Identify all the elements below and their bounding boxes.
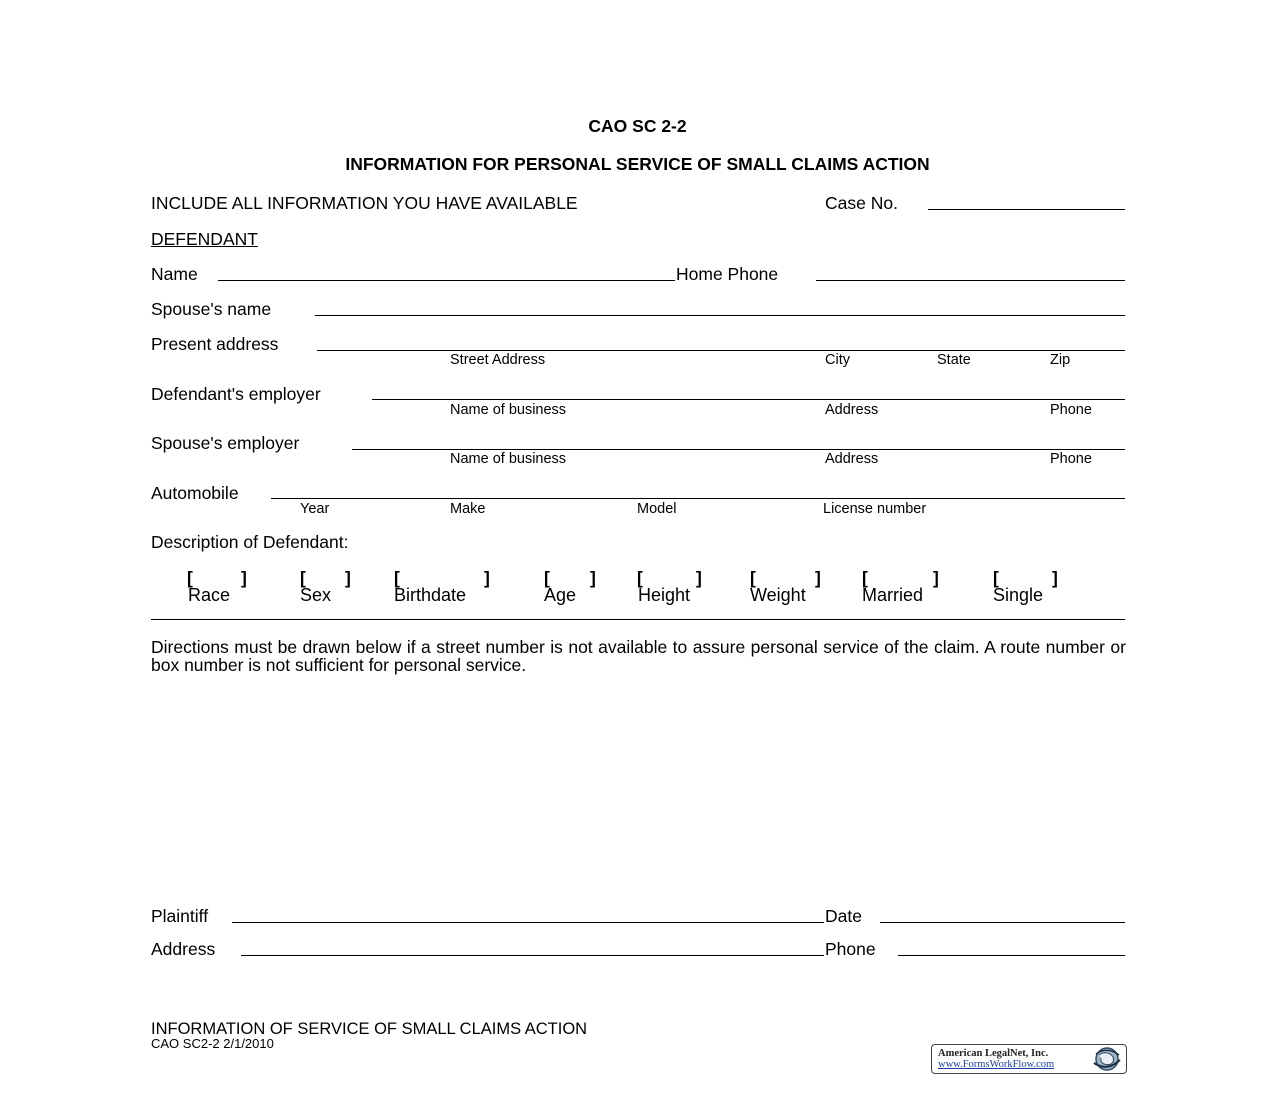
present-address-label: Present address — [151, 334, 279, 354]
present-address-field[interactable] — [317, 350, 1125, 351]
single-bracket-close[interactable]: ] — [1052, 568, 1058, 588]
spouse-name-label: Spouse's name — [151, 299, 272, 319]
date-label: Date — [825, 906, 862, 926]
american-legalnet-logo — [931, 1044, 1127, 1074]
race-bracket-open[interactable]: [ — [187, 568, 193, 588]
sublabel-street-address: Street Address — [450, 352, 546, 368]
directions-drawing-area[interactable] — [151, 684, 1125, 899]
section-divider — [151, 619, 1125, 620]
plaintiff-phone-field[interactable] — [898, 955, 1125, 956]
sublabel-spouse-business-name: Name of business — [450, 451, 567, 467]
race-label: Race — [188, 585, 231, 605]
sublabel-license-number: License number — [823, 501, 927, 517]
age-label: Age — [544, 585, 577, 605]
sex-bracket-open[interactable]: [ — [300, 568, 306, 588]
directions-text: Directions must be drawn below if a street number is not available to assure personal service of the claim. A route number or box number is not sufficient for personal service. — [151, 637, 1126, 675]
plaintiff-address-label: Address — [151, 939, 216, 959]
sublabel-business-address: Address — [825, 402, 879, 418]
plaintiff-address-field[interactable] — [241, 955, 824, 956]
section-heading-defendant: DEFENDANT — [151, 229, 258, 249]
footer-code: CAO SC2-2 2/1/2010 — [151, 1036, 274, 1051]
birthdate-bracket-open[interactable]: [ — [394, 568, 400, 588]
plaintiff-label: Plaintiff — [151, 906, 209, 926]
married-label: Married — [862, 585, 924, 605]
sublabel-zip: Zip — [1050, 352, 1071, 368]
name-label: Name — [151, 264, 198, 284]
plaintiff-phone-label: Phone — [825, 939, 876, 959]
weight-label: Weight — [750, 585, 806, 605]
sublabel-spouse-business-address: Address — [825, 451, 879, 467]
spouse-employer-label: Spouse's employer — [151, 433, 300, 453]
logo-url-link[interactable]: www.FormsWorkFlow.com — [938, 1059, 1055, 1070]
height-bracket-close[interactable]: ] — [696, 568, 702, 588]
description-heading: Description of Defendant: — [151, 532, 349, 552]
defendant-employer-label: Defendant's employer — [151, 384, 321, 404]
birthdate-bracket-close[interactable]: ] — [484, 568, 490, 588]
sublabel-year: Year — [300, 501, 330, 517]
automobile-label: Automobile — [151, 483, 239, 503]
age-bracket-close[interactable]: ] — [590, 568, 596, 588]
logo-company-name: American LegalNet, Inc. — [938, 1048, 1049, 1059]
case-no-label: Case No. — [825, 193, 898, 213]
footer-title: INFORMATION OF SERVICE OF SMALL CLAIMS ACTION — [151, 1020, 588, 1038]
sublabel-make: Make — [450, 501, 486, 517]
sublabel-model: Model — [637, 501, 677, 517]
spouse-name-field[interactable] — [315, 315, 1125, 316]
name-field[interactable] — [218, 280, 675, 281]
sublabel-city: City — [825, 352, 850, 368]
birthdate-label: Birthdate — [394, 585, 467, 605]
race-bracket-close[interactable]: ] — [241, 568, 247, 588]
weight-bracket-close[interactable]: ] — [815, 568, 821, 588]
form-code: CAO SC 2-2 — [588, 116, 687, 136]
globe-icon — [1090, 1046, 1124, 1072]
include-note: INCLUDE ALL INFORMATION YOU HAVE AVAILABLE — [151, 193, 578, 213]
sublabel-state: State — [937, 352, 971, 368]
married-bracket-open[interactable]: [ — [862, 568, 868, 588]
sublabel-spouse-business-phone: Phone — [1050, 451, 1092, 467]
defendant-employer-field[interactable] — [372, 399, 1125, 400]
height-bracket-open[interactable]: [ — [637, 568, 643, 588]
form-title: INFORMATION FOR PERSONAL SERVICE OF SMALL CLAIMS ACTION — [345, 154, 930, 174]
sex-bracket-close[interactable]: ] — [345, 568, 351, 588]
plaintiff-field[interactable] — [232, 922, 824, 923]
date-field[interactable] — [880, 922, 1125, 923]
spouse-employer-field[interactable] — [352, 449, 1125, 450]
weight-bracket-open[interactable]: [ — [750, 568, 756, 588]
home-phone-field[interactable] — [816, 280, 1125, 281]
married-bracket-close[interactable]: ] — [933, 568, 939, 588]
sublabel-business-name: Name of business — [450, 402, 567, 418]
age-bracket-open[interactable]: [ — [544, 568, 550, 588]
automobile-field[interactable] — [271, 498, 1125, 499]
single-bracket-open[interactable]: [ — [993, 568, 999, 588]
height-label: Height — [638, 585, 691, 605]
home-phone-label: Home Phone — [676, 264, 779, 284]
single-label: Single — [993, 585, 1044, 605]
case-no-field[interactable] — [928, 209, 1125, 210]
sex-label: Sex — [300, 585, 332, 605]
sublabel-business-phone: Phone — [1050, 402, 1092, 418]
